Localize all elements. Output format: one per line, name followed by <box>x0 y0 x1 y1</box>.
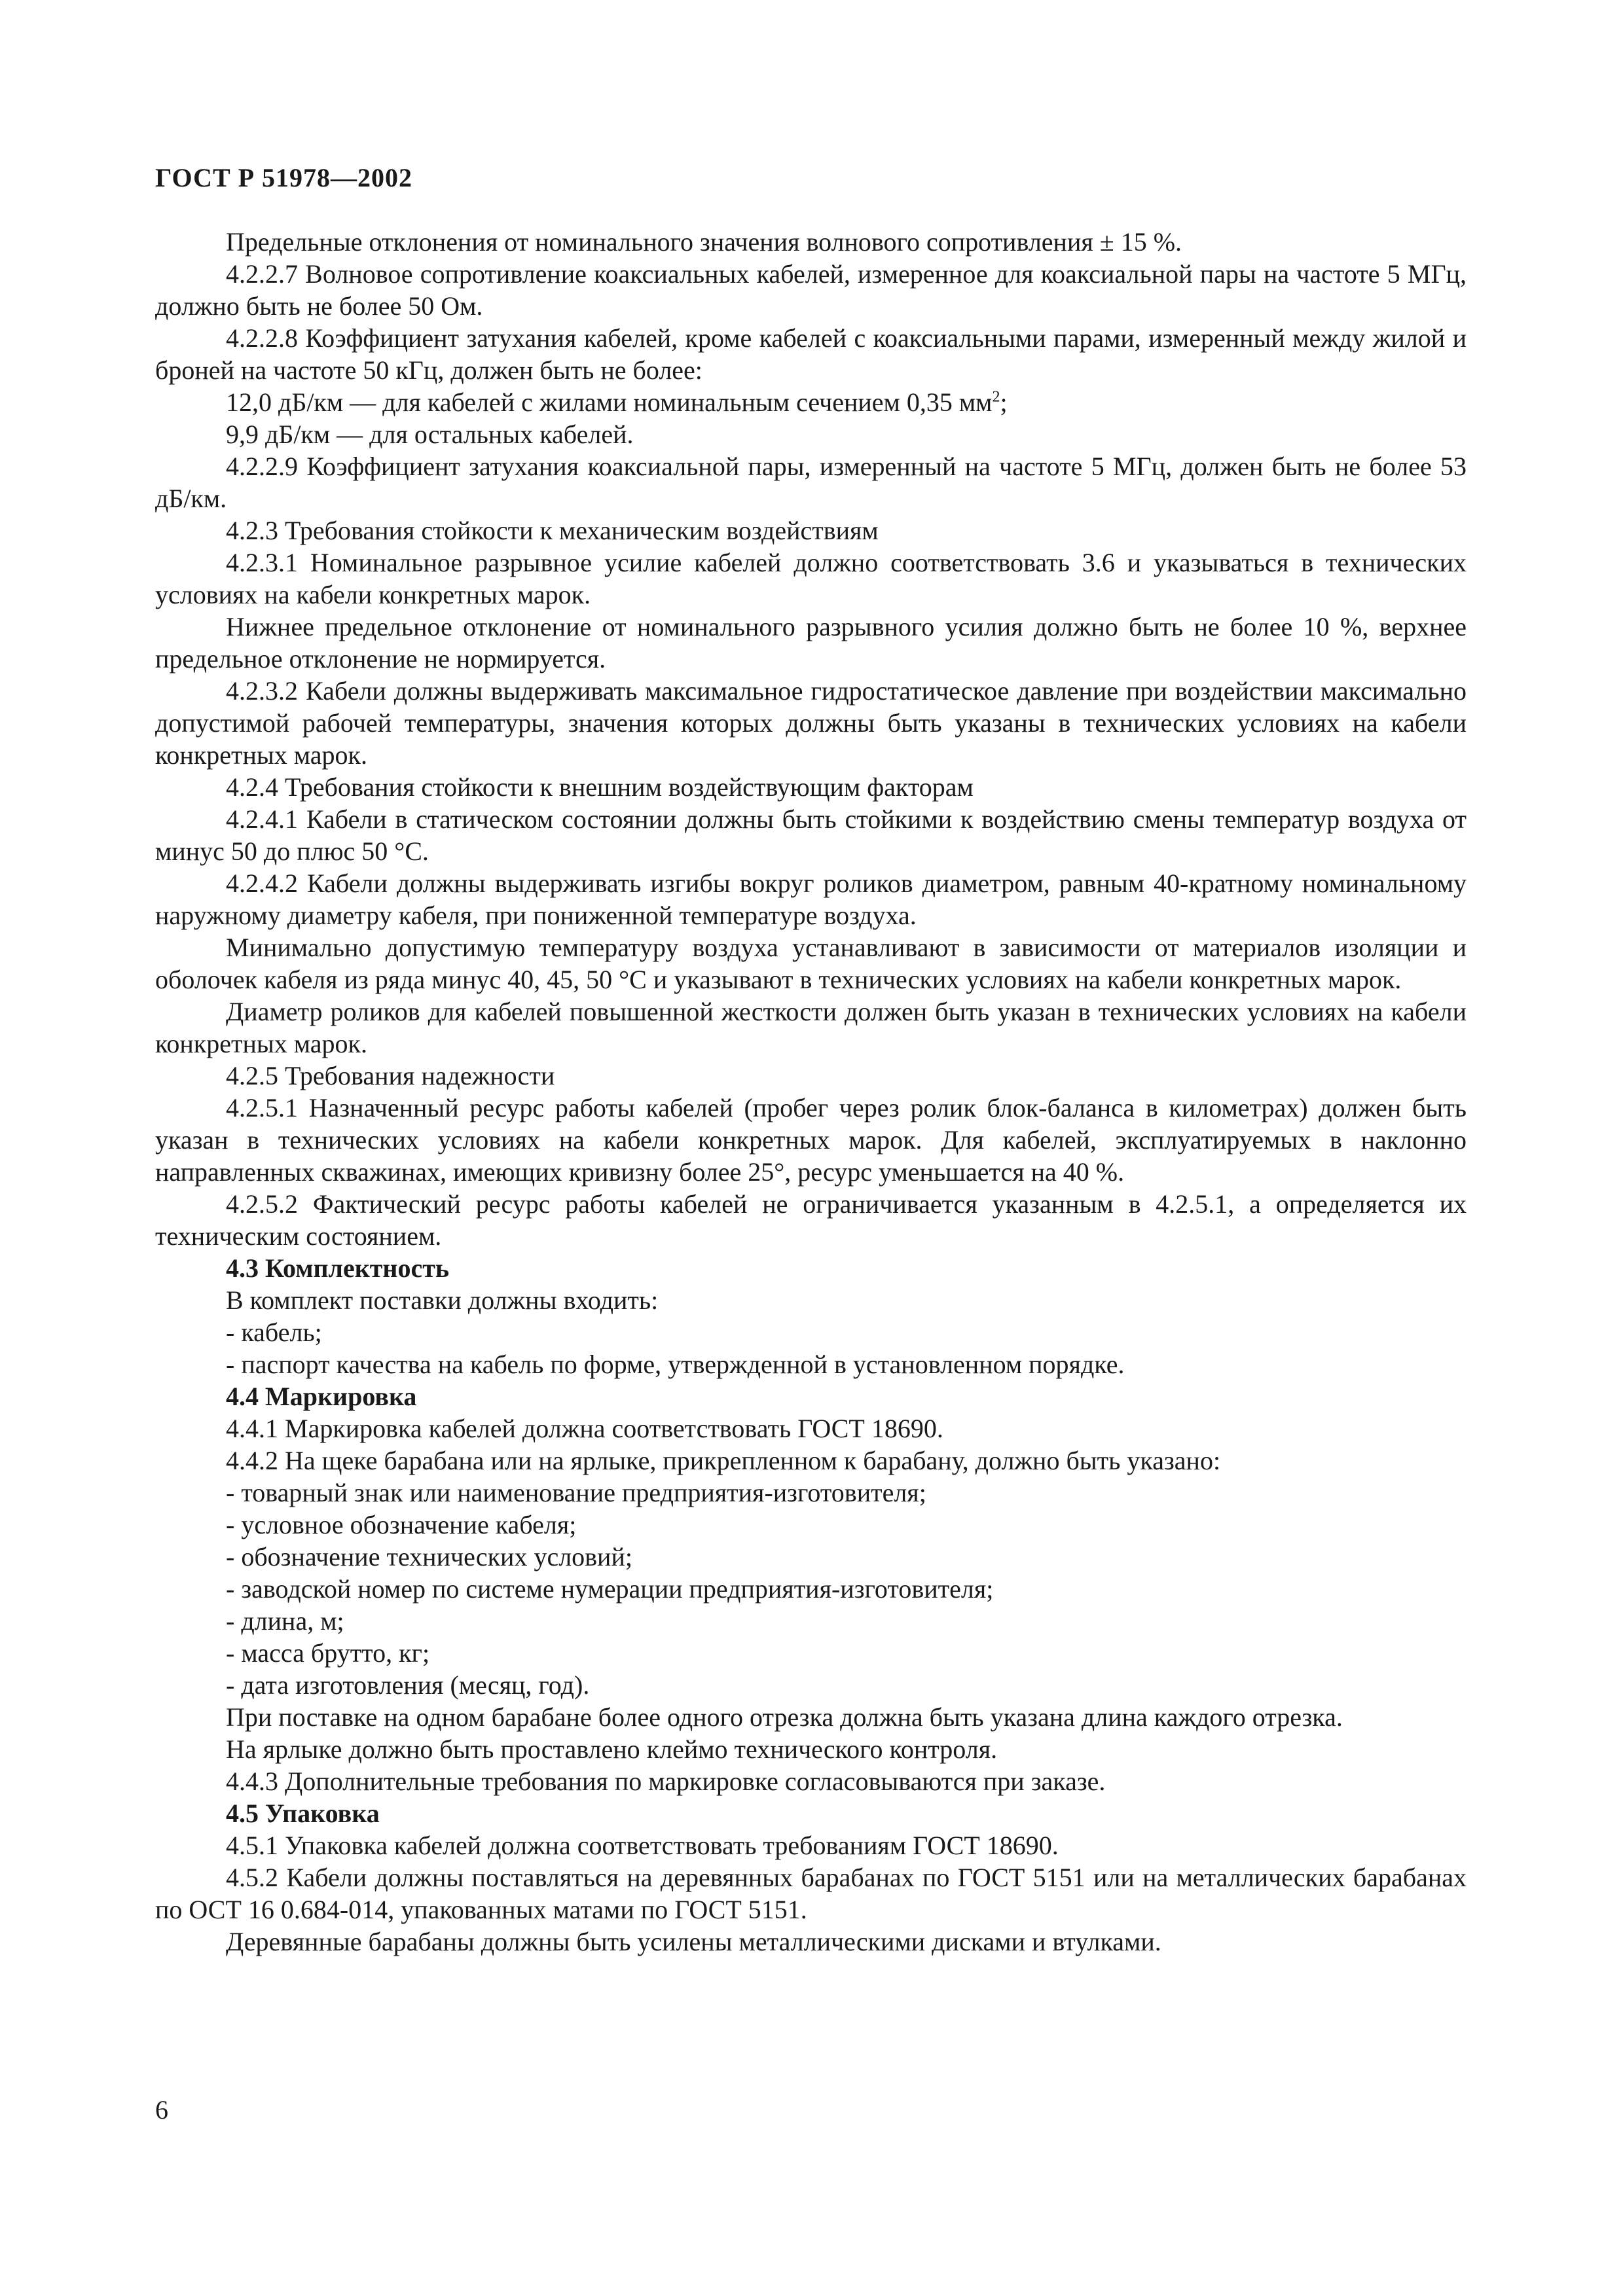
list-item: - кабель; <box>226 1318 322 1347</box>
list-item: - заводской номер по системе нумерации предприятия-изготовителя; <box>226 1574 994 1604</box>
list-item: - длина, м; <box>226 1606 344 1636</box>
clause-4-4-2: 4.4.2 На щеке барабана или на ярлыке, прикрепленном к барабану, должно быть указано: <box>226 1446 1221 1475</box>
clause-4-2-5-2: 4.2.5.2 Фактический ресурс работы кабелей не ограничивается указанным в 4.2.5.1, а определяется их техническим состоянием. <box>155 1189 1467 1251</box>
paragraph: В комплект поставки должны входить: <box>226 1285 659 1315</box>
document-body <box>155 226 1467 1958</box>
clause-4-2-5: 4.2.5 Требования надежности <box>226 1061 555 1090</box>
clause-4-2-4: 4.2.4 Требования стойкости к внешним воздействующим факторам <box>226 772 974 802</box>
clause-4-4-3: 4.4.3 Дополнительные требования по маркировке согласовываются при заказе. <box>226 1767 1106 1796</box>
list-item: - масса брутто, кг; <box>226 1638 430 1668</box>
list-item: - товарный знак или наименование предприятия-изготовителя; <box>226 1478 926 1507</box>
section-heading-4-5: 4.5 Упаковка <box>226 1799 380 1828</box>
list-item: - паспорт качества на кабель по форме, утвержденной в установленном порядке. <box>226 1350 1125 1379</box>
punctuation: ; <box>1000 387 1008 417</box>
superscript: 2 <box>992 388 1000 406</box>
attenuation-item-2: 9,9 дБ/км — для остальных кабелей. <box>226 420 634 449</box>
clause-4-4-1: 4.4.1 Маркировка кабелей должна соответствовать ГОСТ 18690. <box>226 1414 943 1443</box>
list-item: - обозначение технических условий; <box>226 1542 632 1571</box>
attenuation-item-1-text: 12,0 дБ/км — для кабелей с жилами номинальным сечением 0,35 мм <box>226 387 993 417</box>
paragraph: Нижнее предельное отклонение от номинального разрывного усилия должно быть не более 10 %, верхнее предельное отклонение не нормируется. <box>155 612 1467 673</box>
clause-4-2-2-9: 4.2.2.9 Коэффициент затухания коаксиальной пары, измеренный на частоте 5 МГц, должен быть не более 53 дБ/км. <box>155 452 1467 513</box>
clause-4-2-4-2: 4.2.4.2 Кабели должны выдерживать изгибы вокруг роликов диаметром, равным 40-кратному номинальному наружному диаметру кабеля, при пониженной температуре воздуха. <box>155 869 1467 930</box>
clause-4-2-2-8: 4.2.2.8 Коэффициент затухания кабелей, кроме кабелей с коаксиальными парами, измеренный между жилой и броней на частоте 50 кГц, должен быть не более: <box>155 323 1467 385</box>
clause-4-2-3: 4.2.3 Требования стойкости к механическим воздействиям <box>226 516 879 545</box>
paragraph: Диаметр роликов для кабелей повышенной жесткости должен быть указан в технических условиях на кабели конкретных марок. <box>155 997 1467 1058</box>
paragraph: На ярлыке должно быть проставлено клеймо технического контроля. <box>226 1734 998 1764</box>
clause-4-2-3-2: 4.2.3.2 Кабели должны выдерживать максимальное гидростатическое давление при воздействии максимально допустимой рабочей температуры, значения которых должны быть указаны в технических условиях на кабели конкретных марок. <box>155 676 1467 770</box>
attenuation-item-1 <box>155 386 1467 418</box>
clause-4-5-2: 4.5.2 Кабели должны поставляться на деревянных барабанах по ГОСТ 5151 или на металлических барабанах по ОСТ 16 0.684-014, упакованных матами по ГОСТ 5151. <box>155 1863 1467 1924</box>
clause-4-2-4-1: 4.2.4.1 Кабели в статическом состоянии должны быть стойкими к воздействию смены температур воздуха от минус 50 до плюс 50 °С. <box>155 804 1467 866</box>
paragraph: При поставке на одном барабане более одного отрезка должна быть указана длина каждого отрезка. <box>226 1702 1343 1732</box>
list-item: - дата изготовления (месяц, год). <box>226 1670 590 1700</box>
clause-4-2-5-1: 4.2.5.1 Назначенный ресурс работы кабелей (пробег через ролик блок-баланса в километрах) должен быть указан в технических условиях на кабели конкретных марок. Для кабелей, эксплуатируемых в наклонно направленных скважинах, имеющих кривизну более 25°, ресурс уменьшается на 40 %. <box>155 1093 1467 1187</box>
section-heading-4-3: 4.3 Комплектность <box>226 1253 450 1283</box>
page-number: 6 <box>155 2095 168 2125</box>
document-header: ГОСТ Р 51978—2002 <box>155 163 413 192</box>
clause-4-5-1: 4.5.1 Упаковка кабелей должна соответствовать требованиям ГОСТ 18690. <box>226 1831 1059 1860</box>
clause-4-2-2-7: 4.2.2.7 Волновое сопротивление коаксиальных кабелей, измеренное для коаксиальной пары на частоте 5 МГц, должно быть не более 50 Ом. <box>155 259 1467 321</box>
paragraph: Деревянные барабаны должны быть усилены металлическими дисками и втулками. <box>226 1927 1161 1956</box>
paragraph: Минимально допустимую температуру воздуха устанавливают в зависимости от материалов изоляции и оболочек кабеля из ряда минус 40, 45, 50 °С и указывают в технических условиях на кабели конкретных марок. <box>155 933 1467 994</box>
clause-4-2-3-1: 4.2.3.1 Номинальное разрывное усилие кабелей должно соответствовать 3.6 и указываться в технических условиях на кабели конкретных марок. <box>155 548 1467 609</box>
paragraph: Предельные отклонения от номинального значения волнового сопротивления ± 15 %. <box>226 227 1182 257</box>
list-item: - условное обозначение кабеля; <box>226 1510 577 1539</box>
section-heading-4-4: 4.4 Маркировка <box>226 1382 417 1411</box>
